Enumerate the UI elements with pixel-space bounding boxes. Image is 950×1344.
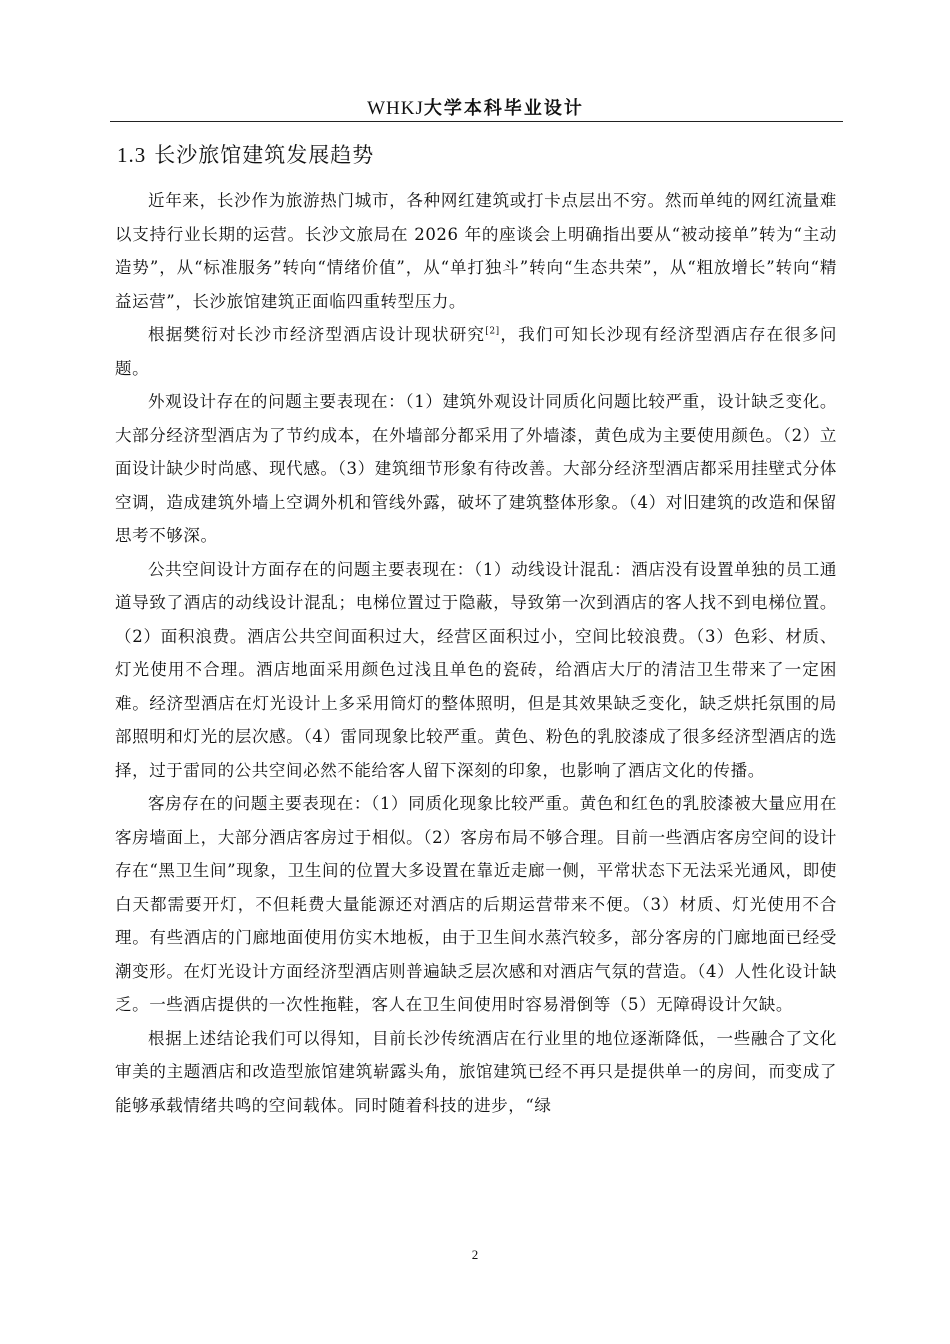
paragraph-3: 外观设计存在的问题主要表现在：（1）建筑外观设计同质化问题比较严重，设计缺乏变化。大部分经济型酒店为了节约成本，在外墙部分都采用了外墙漆，黄色成为主要使用颜色。（2）立面设计缺少时尚感、现代感。（3）建筑细节形象有待改善。大部分经济型酒店都采用挂壁式分体空调，造成建筑外墙上空调外机和管线外露，破坏了建筑整体形象。（4）对旧建筑的改造和保留思考不够深。 [115, 392, 837, 545]
header-title: 大学本科毕业设计 [423, 98, 584, 119]
page-number: 2 [471, 1247, 479, 1262]
section-number: 1.3 [117, 143, 147, 167]
paragraph-2-text-a: 根据樊衍对长沙市经济型酒店设计现状研究 [148, 325, 486, 344]
citation-ref[interactable]: [2] [485, 326, 500, 337]
paragraph-5: 客房存在的问题主要表现在：（1）同质化现象比较严重。黄色和红色的乳胶漆被大量应用在客房墙面上，大部分酒店客房过于相似。（2）客房布局不够合理。目前一些酒店客房空间的设计存在“黑卫生间”现象，卫生间的位置大多设置在靠近走廊一侧，平常状态下无法采光通风，即使白天都需要开灯，不但耗费大量能源还对酒店的后期运营带来不便。（3）材质、灯光使用不合理。有些酒店的门廊地面使用仿实木地板，由于卫生间水蒸汽较多，部分客房的门廊地面已经受潮变形。在灯光设计方面经济型酒店则普遍缺乏层次感和对酒店气氛的营造。（4）人性化设计缺乏。一些酒店提供的一次性拖鞋，客人在卫生间使用时容易滑倒等（5）无障碍设计欠缺。 [115, 794, 837, 1014]
header-prefix: WHKJ [367, 98, 424, 119]
paragraph-1: 近年来，长沙作为旅游热门城市，各种网红建筑或打卡点层出不穷。然而单纯的网红流量难以支持行业长期的运营。长沙文旅局在 2026 年的座谈会上明确指出要从“被动接单”转为“主动造势”，从“标准服务”转向“情绪价值”，从“单打独斗”转向“生态共荣”，从“粗放增长”转向“精益运营”，长沙旅馆建筑正面临四重转型压力。 [115, 191, 837, 311]
paragraph-2-text-b: ，我们可知长沙现有经济型酒店存在很多问题。 [115, 325, 837, 378]
section-heading [117, 139, 374, 169]
paragraph-4: 公共空间设计方面存在的问题主要表现在：（1）动线设计混乱：酒店没有设置单独的员工通道导致了酒店的动线设计混乱；电梯位置过于隐蔽，导致第一次到酒店的客人找不到电梯位置。（2）面积浪费。酒店公共空间面积过大，经营区面积过小，空间比较浪费。（3）色彩、材质、灯光使用不合理。酒店地面采用颜色过浅且单色的瓷砖，给酒店大厅的清洁卫生带来了一定困难。经济型酒店在灯光设计上多采用筒灯的整体照明，但是其效果缺乏变化，缺乏烘托氛围的局部照明和灯光的层次感。（4）雷同现象比较严重。黄色、粉色的乳胶漆成了很多经济型酒店的选择，过于雷同的公共空间必然不能给客人留下深刻的印象，也影响了酒店文化的传播。 [115, 559, 837, 780]
section-title: 长沙旅馆建筑发展趋势 [154, 143, 375, 167]
paragraph-6: 根据上述结论我们可以得知，目前长沙传统酒店在行业里的地位逐渐降低，一些融合了文化审美的主题酒店和改造型旅馆建筑崭露头角，旅馆建筑已经不再只是提供单一的房间，而变成了能够承载情绪共鸣的空间载体。同时随着科技的进步，“绿 [115, 1028, 837, 1115]
body-text [115, 184, 837, 1122]
paragraph-2 [115, 318, 837, 385]
running-header [110, 94, 841, 120]
header-divider [110, 121, 843, 122]
